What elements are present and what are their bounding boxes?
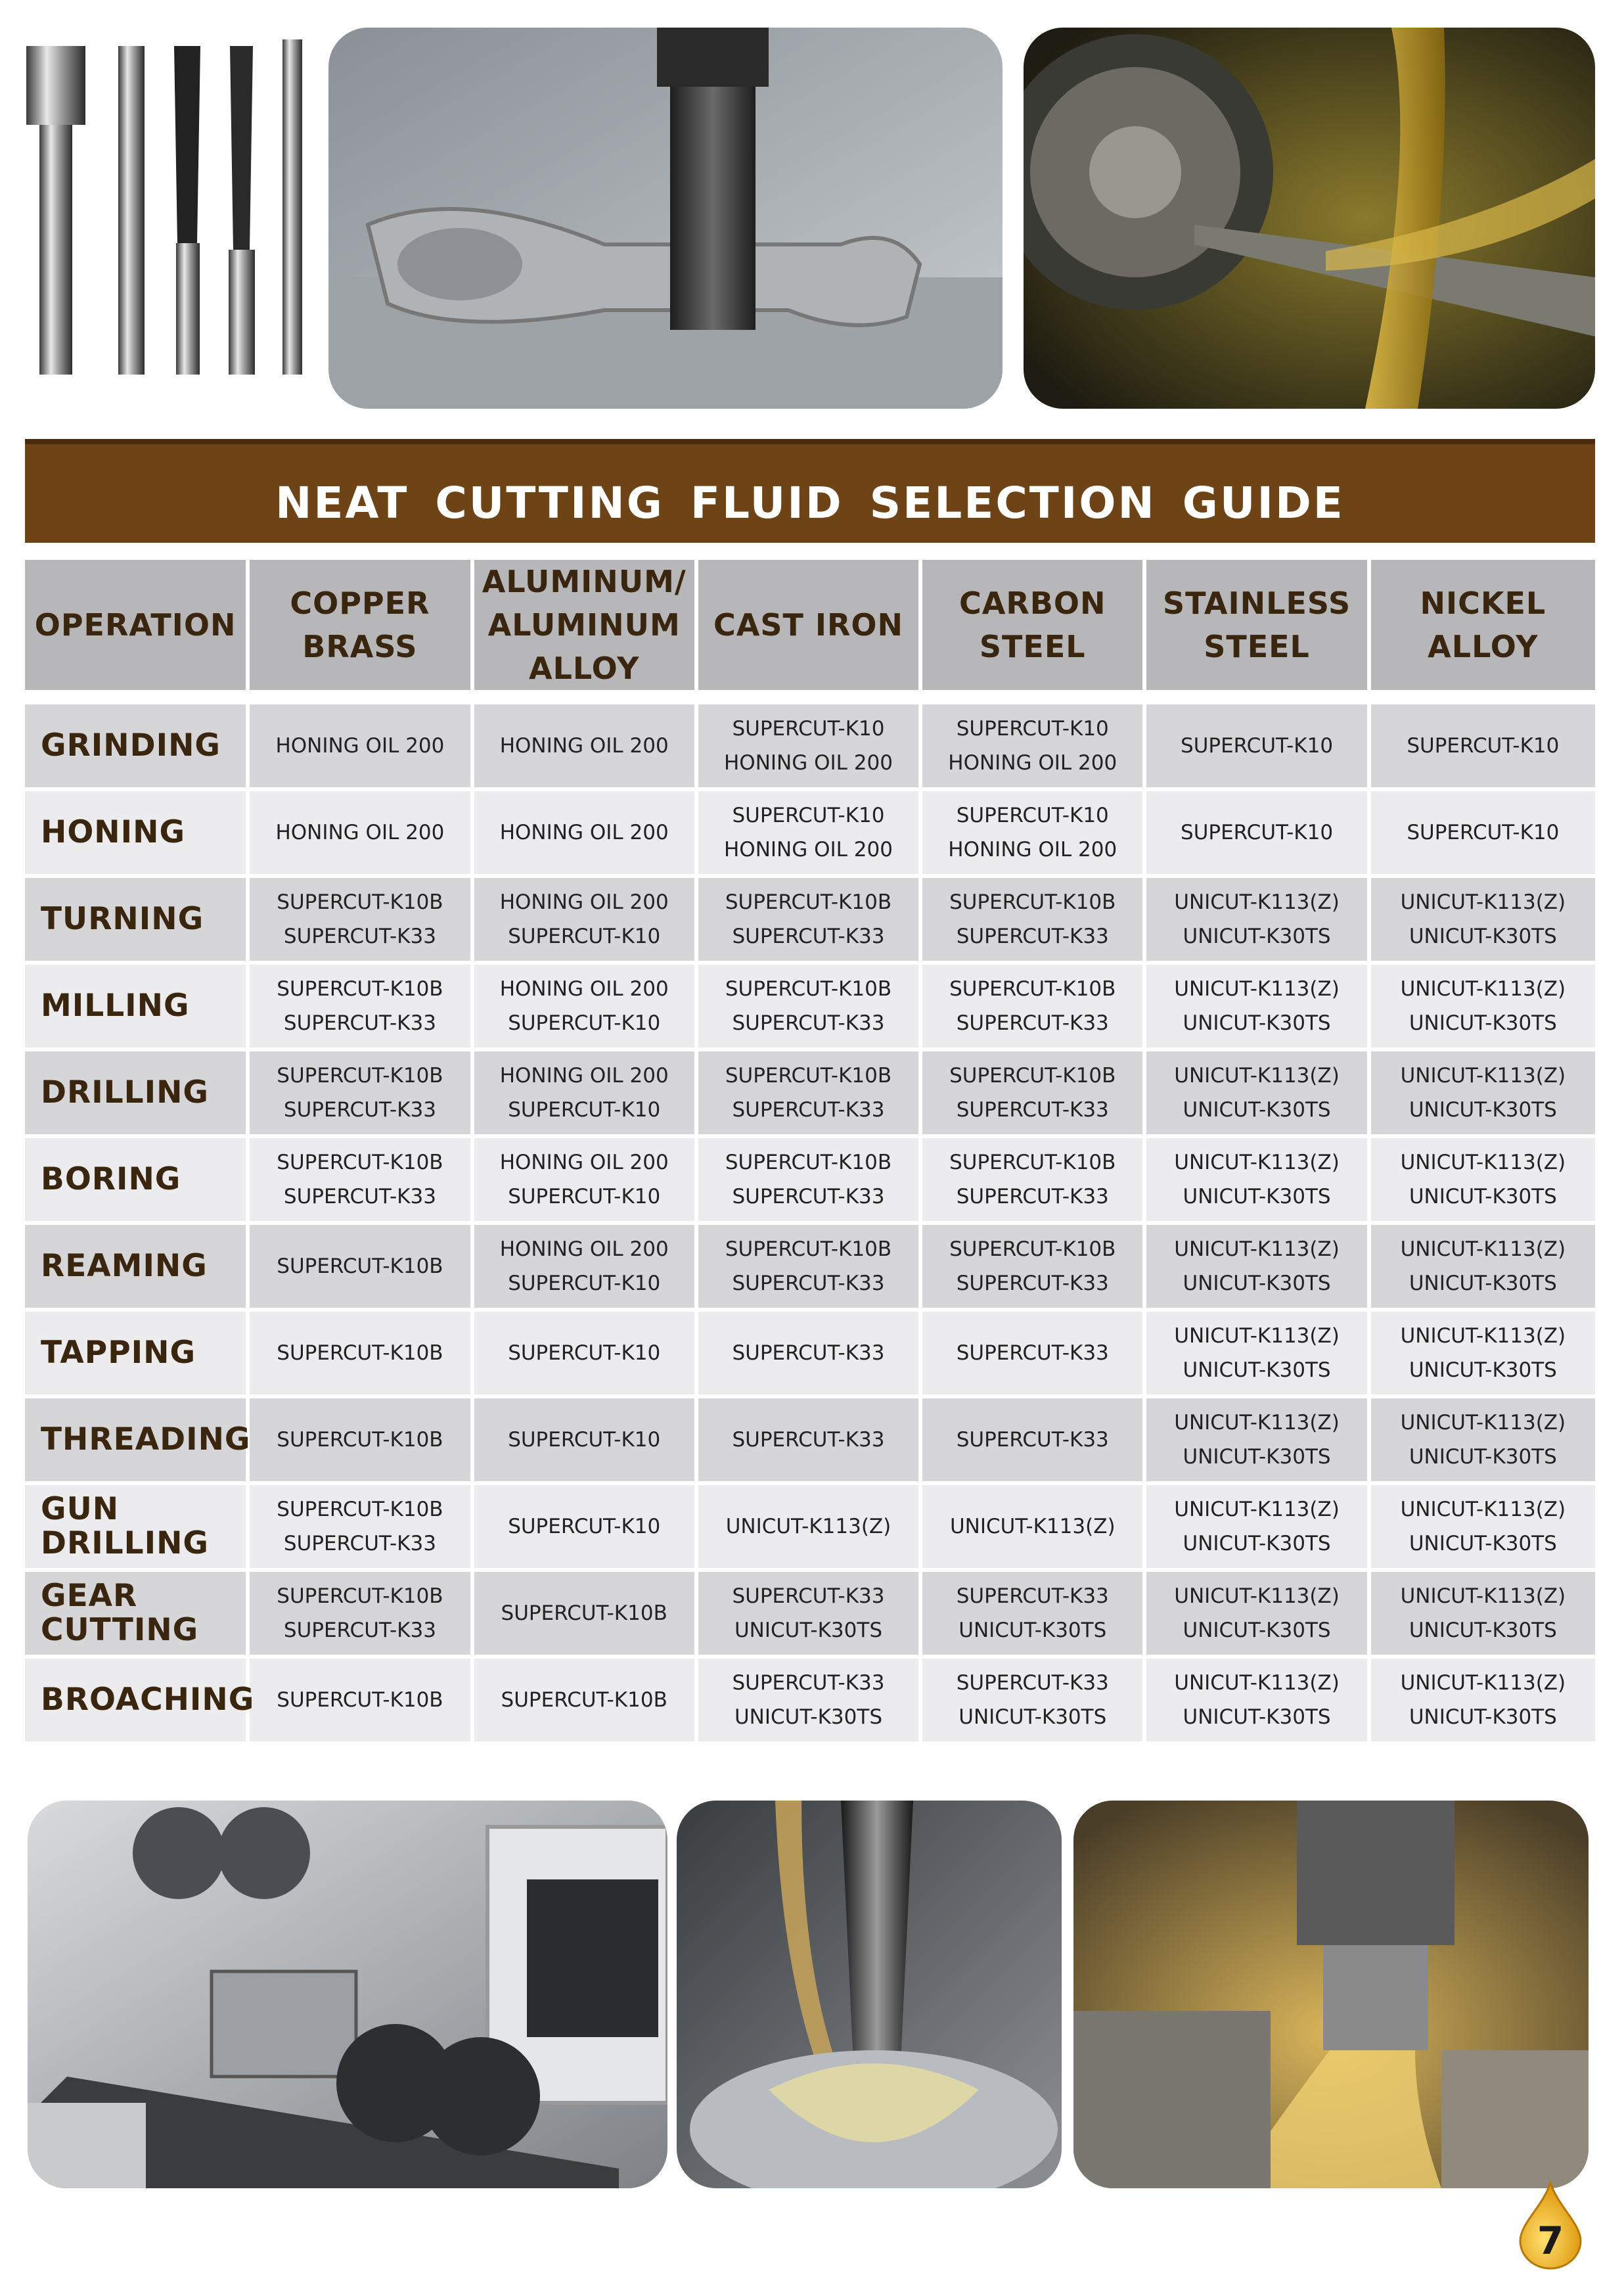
fluid-cell <box>1371 1312 1595 1398</box>
column-header-line: STAINLESS <box>1163 586 1351 621</box>
fluid-name: UNICUT-K113(Z) <box>1174 1324 1340 1348</box>
fluid-name: SUPERCUT-K10 <box>1181 821 1334 844</box>
fluid-name: SUPERCUT-K33 <box>732 1341 885 1365</box>
fluid-name: SUPERCUT-K33 <box>732 1098 885 1122</box>
fluid-cell <box>1146 1225 1370 1312</box>
fluid-cell <box>698 704 922 791</box>
fluid-name: HONING OIL 200 <box>724 838 893 862</box>
fluid-name: SUPERCUT-K10B <box>725 977 892 1001</box>
fluid-cell <box>698 965 922 1051</box>
fluid-cell <box>474 1051 698 1138</box>
fluid-cell <box>698 1572 922 1659</box>
fluid-cell <box>698 1659 922 1745</box>
column-header-cast-iron <box>698 560 922 704</box>
fluid-name: SUPERCUT-K10 <box>1407 734 1560 758</box>
column-header-stainless-steel <box>1146 560 1370 704</box>
fluid-name: UNICUT-K30TS <box>1183 1705 1331 1729</box>
fluid-name: HONING OIL 200 <box>499 1064 669 1088</box>
fluid-name: SUPERCUT-K33 <box>732 1428 885 1452</box>
fluid-cell <box>250 965 474 1051</box>
selection-guide-table <box>25 560 1595 1745</box>
fluid-cell <box>1371 1398 1595 1485</box>
fluid-name: UNICUT-K113(Z) <box>1400 1324 1566 1348</box>
table-row-turning <box>25 878 1595 965</box>
fluid-cell <box>698 1051 922 1138</box>
fluid-name: SUPERCUT-K33 <box>283 1619 436 1642</box>
fluid-cell <box>1146 1312 1370 1398</box>
fluid-cell <box>474 1138 698 1225</box>
fluid-cell <box>1146 1659 1370 1745</box>
fluid-name: HONING OIL 200 <box>275 821 445 844</box>
fluid-name: UNICUT-K30TS <box>1183 925 1331 948</box>
fluid-cell <box>474 1312 698 1398</box>
operation-label: BORING <box>25 1138 250 1225</box>
fluid-name: SUPERCUT-K10 <box>508 1185 661 1208</box>
fluid-name: HONING OIL 200 <box>724 751 893 775</box>
fluid-name: UNICUT-K30TS <box>1183 1619 1331 1642</box>
fluid-name: SUPERCUT-K10 <box>732 717 885 741</box>
fluid-name: UNICUT-K30TS <box>1409 1272 1557 1295</box>
fluid-name: HONING OIL 200 <box>499 977 669 1001</box>
operation-label: REAMING <box>25 1225 250 1312</box>
fluid-cell <box>250 1659 474 1745</box>
fluid-cell <box>922 1398 1146 1485</box>
fluid-name: UNICUT-K113(Z) <box>1174 1237 1340 1261</box>
fluid-name: UNICUT-K30TS <box>1183 1185 1331 1208</box>
fluid-name: UNICUT-K113(Z) <box>1174 1151 1340 1174</box>
fluid-cell <box>250 704 474 791</box>
table-row-honing <box>25 791 1595 878</box>
column-header-line: NICKEL <box>1420 586 1546 621</box>
operation-label: THREADING <box>25 1398 250 1485</box>
fluid-cell <box>1146 878 1370 965</box>
operation-label: TAPPING <box>25 1312 250 1398</box>
fluid-name: HONING OIL 200 <box>499 821 669 844</box>
fluid-cell <box>922 1225 1146 1312</box>
fluid-name: SUPERCUT-K10B <box>277 1151 443 1174</box>
fluid-cell <box>1371 1659 1595 1745</box>
fluid-cell <box>698 791 922 878</box>
fluid-name: UNICUT-K30TS <box>1409 1358 1557 1382</box>
fluid-name: SUPERCUT-K33 <box>956 1098 1109 1122</box>
fluid-name: SUPERCUT-K10B <box>277 1341 443 1365</box>
fluid-cell <box>922 704 1146 791</box>
fluid-name: UNICUT-K30TS <box>1183 1098 1331 1122</box>
column-header-line: BRASS <box>302 629 418 664</box>
fluid-name: SUPERCUT-K33 <box>283 1011 436 1035</box>
fluid-name: SUPERCUT-K10 <box>956 717 1109 741</box>
column-header-carbon-steel <box>922 560 1146 704</box>
fluid-name: SUPERCUT-K10 <box>508 1011 661 1035</box>
fluid-name: SUPERCUT-K10 <box>1181 734 1334 758</box>
fluid-cell <box>1146 1572 1370 1659</box>
table-row-gear-cutting <box>25 1572 1595 1659</box>
fluid-name: SUPERCUT-K33 <box>283 1532 436 1555</box>
page-number-badge <box>1518 2180 1583 2270</box>
fluid-name: SUPERCUT-K10 <box>732 804 885 827</box>
fluid-cell <box>474 965 698 1051</box>
column-header-line: ALUMINUM/ <box>482 564 687 599</box>
fluid-name: SUPERCUT-K10B <box>277 890 443 914</box>
fluid-name: UNICUT-K30TS <box>959 1705 1107 1729</box>
fluid-cell <box>1371 878 1595 965</box>
photo-tool-set <box>20 26 315 394</box>
fluid-name: UNICUT-K30TS <box>1409 1011 1557 1035</box>
fluid-name: UNICUT-K113(Z) <box>1174 1498 1340 1521</box>
fluid-cell <box>698 1138 922 1225</box>
fluid-cell <box>1371 1051 1595 1138</box>
fluid-name: SUPERCUT-K33 <box>283 925 436 948</box>
fluid-name: UNICUT-K30TS <box>734 1705 882 1729</box>
fluid-name: UNICUT-K113(Z) <box>1174 1411 1340 1435</box>
fluid-name: UNICUT-K113(Z) <box>1400 1411 1566 1435</box>
operation-label: DRILLING <box>25 1051 250 1138</box>
fluid-name: SUPERCUT-K10 <box>508 1098 661 1122</box>
fluid-name: SUPERCUT-K10 <box>508 1272 661 1295</box>
fluid-cell <box>1371 1138 1595 1225</box>
fluid-name: SUPERCUT-K33 <box>732 1584 885 1608</box>
fluid-name: SUPERCUT-K33 <box>956 1272 1109 1295</box>
fluid-name: UNICUT-K30TS <box>1409 1185 1557 1208</box>
fluid-name: UNICUT-K30TS <box>1409 1532 1557 1555</box>
fluid-cell <box>1146 791 1370 878</box>
fluid-name: HONING OIL 200 <box>499 1151 669 1174</box>
operation-label: TURNING <box>25 878 250 965</box>
operation-label: GUN DRILLING <box>25 1485 250 1572</box>
fluid-name: SUPERCUT-K10B <box>949 890 1116 914</box>
page-title: NEAT CUTTING FLUID SELECTION GUIDE <box>275 478 1345 528</box>
column-header-line: ALLOY <box>1428 629 1539 664</box>
operation-label: MILLING <box>25 965 250 1051</box>
fluid-name: UNICUT-K30TS <box>1183 1445 1331 1469</box>
fluid-cell <box>474 878 698 965</box>
fluid-name: SUPERCUT-K10B <box>725 1064 892 1088</box>
fluid-name: UNICUT-K113(Z) <box>1400 1498 1566 1521</box>
fluid-cell <box>474 1572 698 1659</box>
fluid-name: SUPERCUT-K33 <box>732 1185 885 1208</box>
header-row <box>25 560 1595 704</box>
photo-milling-connecting-rod <box>328 28 1003 409</box>
fluid-name: SUPERCUT-K33 <box>956 1341 1109 1365</box>
fluid-name: UNICUT-K30TS <box>1183 1358 1331 1382</box>
fluid-cell <box>922 791 1146 878</box>
fluid-cell <box>698 1485 922 1572</box>
fluid-name: UNICUT-K30TS <box>959 1619 1107 1642</box>
fluid-cell <box>1146 1398 1370 1485</box>
fluid-cell <box>250 1398 474 1485</box>
title-band <box>25 439 1595 543</box>
fluid-cell <box>250 1225 474 1312</box>
fluid-name: SUPERCUT-K10 <box>508 1428 661 1452</box>
fluid-cell <box>1371 1485 1595 1572</box>
fluid-name: UNICUT-K30TS <box>1409 1705 1557 1729</box>
column-header-copper-brass <box>250 560 474 704</box>
photo-gun-drilling-machine <box>28 1801 667 2188</box>
fluid-cell <box>922 965 1146 1051</box>
fluid-name: SUPERCUT-K10B <box>949 1237 1116 1261</box>
fluid-name: UNICUT-K113(Z) <box>1400 1151 1566 1174</box>
fluid-name: SUPERCUT-K33 <box>732 925 885 948</box>
fluid-cell <box>922 878 1146 965</box>
fluid-cell <box>250 791 474 878</box>
table-row-tapping <box>25 1312 1595 1398</box>
fluid-cell <box>922 1138 1146 1225</box>
fluid-name: SUPERCUT-K10B <box>277 1254 443 1278</box>
fluid-cell <box>1146 1051 1370 1138</box>
fluid-name: SUPERCUT-K10B <box>277 977 443 1001</box>
fluid-name: UNICUT-K113(Z) <box>1400 1584 1566 1608</box>
fluid-name: SUPERCUT-K10 <box>956 804 1109 827</box>
fluid-cell <box>1371 704 1595 791</box>
fluid-name: SUPERCUT-K10 <box>508 1515 661 1538</box>
fluid-name: UNICUT-K113(Z) <box>1400 1671 1566 1695</box>
fluid-name: HONING OIL 200 <box>499 1237 669 1261</box>
table-row-grinding <box>25 704 1595 791</box>
fluid-name: SUPERCUT-K10B <box>501 1601 667 1625</box>
fluid-name: UNICUT-K30TS <box>1183 1532 1331 1555</box>
fluid-name: UNICUT-K113(Z) <box>1400 977 1566 1001</box>
fluid-cell <box>1371 791 1595 878</box>
fluid-cell <box>250 1051 474 1138</box>
fluid-name: UNICUT-K30TS <box>1409 1619 1557 1642</box>
table-row-drilling <box>25 1051 1595 1138</box>
fluid-name: UNICUT-K113(Z) <box>949 1515 1116 1538</box>
column-header-line: ALUMINUM <box>487 607 681 643</box>
fluid-name: SUPERCUT-K33 <box>956 1185 1109 1208</box>
operation-label: BROACHING <box>25 1659 250 1745</box>
fluid-name: SUPERCUT-K10B <box>949 1064 1116 1088</box>
fluid-cell <box>922 1051 1146 1138</box>
fluid-cell <box>1146 965 1370 1051</box>
fluid-name: UNICUT-K30TS <box>1183 1011 1331 1035</box>
table-row-boring <box>25 1138 1595 1225</box>
fluid-cell <box>1146 704 1370 791</box>
fluid-cell <box>922 1485 1146 1572</box>
photo-drill-with-oil <box>677 1801 1062 2188</box>
fluid-name: SUPERCUT-K10 <box>508 925 661 948</box>
fluid-name: SUPERCUT-K33 <box>956 1011 1109 1035</box>
operation-label: GRINDING <box>25 704 250 791</box>
column-header-line: STEEL <box>979 629 1086 664</box>
fluid-name: UNICUT-K113(Z) <box>1174 1671 1340 1695</box>
fluid-cell <box>250 1572 474 1659</box>
column-header-line: STEEL <box>1204 629 1310 664</box>
fluid-cell <box>474 1225 698 1312</box>
fluid-cell <box>250 1312 474 1398</box>
fluid-cell <box>922 1659 1146 1745</box>
operation-label: HONING <box>25 791 250 878</box>
fluid-name: UNICUT-K113(Z) <box>725 1515 891 1538</box>
fluid-cell <box>1371 1225 1595 1312</box>
fluid-cell <box>250 1138 474 1225</box>
table-body <box>25 704 1595 1745</box>
fluid-cell <box>250 1485 474 1572</box>
column-header-aluminum-aluminum-alloy <box>474 560 698 704</box>
fluid-name: SUPERCUT-K33 <box>956 1584 1109 1608</box>
column-header-operation <box>25 560 250 704</box>
fluid-name: SUPERCUT-K33 <box>283 1185 436 1208</box>
fluid-name: SUPERCUT-K10B <box>725 1237 892 1261</box>
column-header-nickel-alloy <box>1371 560 1595 704</box>
fluid-name: UNICUT-K30TS <box>734 1619 882 1642</box>
fluid-name: SUPERCUT-K10B <box>725 890 892 914</box>
fluid-name: SUPERCUT-K10 <box>508 1341 661 1365</box>
fluid-name: UNICUT-K113(Z) <box>1174 977 1340 1001</box>
fluid-cell <box>474 1485 698 1572</box>
fluid-name: UNICUT-K113(Z) <box>1400 1237 1566 1261</box>
fluid-cell <box>250 878 474 965</box>
fluid-cell <box>1371 965 1595 1051</box>
fluid-cell <box>474 1659 698 1745</box>
fluid-name: SUPERCUT-K33 <box>956 1428 1109 1452</box>
fluid-name: SUPERCUT-K10B <box>949 1151 1116 1174</box>
fluid-name: UNICUT-K30TS <box>1183 1272 1331 1295</box>
fluid-name: UNICUT-K113(Z) <box>1400 1064 1566 1088</box>
fluid-name: SUPERCUT-K33 <box>732 1671 885 1695</box>
fluid-name: SUPERCUT-K10B <box>725 1151 892 1174</box>
fluid-name: HONING OIL 200 <box>275 734 445 758</box>
column-header-line: ALLOY <box>529 651 640 686</box>
operation-label: GEAR CUTTING <box>25 1572 250 1659</box>
fluid-cell <box>698 878 922 965</box>
table-row-broaching <box>25 1659 1595 1745</box>
fluid-name: UNICUT-K30TS <box>1409 925 1557 948</box>
fluid-name: UNICUT-K30TS <box>1409 1098 1557 1122</box>
fluid-name: SUPERCUT-K10B <box>277 1584 443 1608</box>
fluid-name: UNICUT-K30TS <box>1409 1445 1557 1469</box>
fluid-name: SUPERCUT-K33 <box>732 1011 885 1035</box>
fluid-cell <box>1146 1138 1370 1225</box>
photo-milling-with-oil <box>1073 1801 1589 2188</box>
fluid-name: HONING OIL 200 <box>948 838 1117 862</box>
fluid-cell <box>1146 1485 1370 1572</box>
fluid-cell <box>922 1572 1146 1659</box>
table-row-threading <box>25 1398 1595 1485</box>
fluid-name: SUPERCUT-K10B <box>949 977 1116 1001</box>
fluid-name: SUPERCUT-K33 <box>956 1671 1109 1695</box>
fluid-name: SUPERCUT-K33 <box>732 1272 885 1295</box>
fluid-name: HONING OIL 200 <box>499 890 669 914</box>
fluid-name: UNICUT-K113(Z) <box>1400 890 1566 914</box>
fluid-name: UNICUT-K113(Z) <box>1174 1584 1340 1608</box>
fluid-name: SUPERCUT-K33 <box>283 1098 436 1122</box>
column-header-line: COPPER <box>290 586 430 621</box>
fluid-name: SUPERCUT-K10B <box>501 1688 667 1712</box>
fluid-name: SUPERCUT-K10B <box>277 1428 443 1452</box>
fluid-name: UNICUT-K113(Z) <box>1174 890 1340 914</box>
fluid-cell <box>474 791 698 878</box>
column-header-line: CARBON <box>959 586 1106 621</box>
column-header-line: CAST IRON <box>713 607 903 643</box>
fluid-name: SUPERCUT-K10B <box>277 1064 443 1088</box>
fluid-name: UNICUT-K113(Z) <box>1174 1064 1340 1088</box>
fluid-cell <box>922 1312 1146 1398</box>
column-header-line: OPERATION <box>34 607 237 643</box>
table-row-gun-drilling <box>25 1485 1595 1572</box>
fluid-name: SUPERCUT-K10 <box>1407 821 1560 844</box>
fluid-cell <box>1371 1572 1595 1659</box>
fluid-cell <box>474 1398 698 1485</box>
table-row-milling <box>25 965 1595 1051</box>
fluid-name: SUPERCUT-K10B <box>277 1498 443 1521</box>
page-number: 7 <box>1537 2218 1564 2263</box>
fluid-cell <box>698 1225 922 1312</box>
photo-gear-with-oil <box>1024 28 1595 409</box>
fluid-name: SUPERCUT-K33 <box>956 925 1109 948</box>
fluid-cell <box>698 1312 922 1398</box>
fluid-name: HONING OIL 200 <box>948 751 1117 775</box>
table-row-reaming <box>25 1225 1595 1312</box>
fluid-name: HONING OIL 200 <box>499 734 669 758</box>
fluid-name: SUPERCUT-K10B <box>277 1688 443 1712</box>
fluid-cell <box>474 704 698 791</box>
fluid-cell <box>698 1398 922 1485</box>
